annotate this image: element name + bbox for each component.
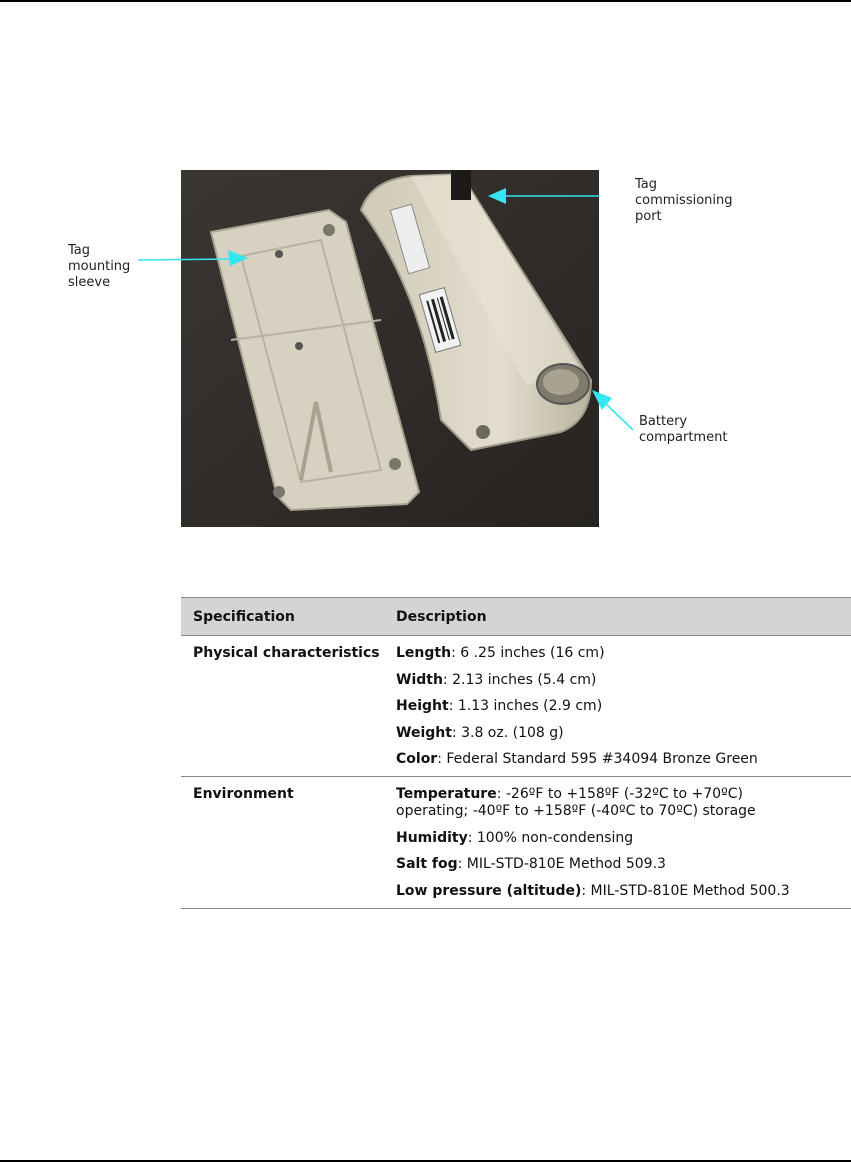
spec-item: Width: 2.13 inches (5.4 cm) <box>396 671 597 688</box>
spec-item: Temperature: -26ºF to +158ºF (-32ºC to +70ºC) operating; -40ºF to +158ºF (-40ºC to 70ºC) storage <box>396 786 756 819</box>
row-name: Environment <box>193 786 294 802</box>
spec-item: Salt fog: MIL-STD-810E Method 509.3 <box>396 856 666 872</box>
spec-item: Height: 1.13 inches (2.9 cm) <box>396 698 603 714</box>
header-specification: Specification <box>193 608 295 625</box>
header-description: Description <box>396 608 487 625</box>
table-row <box>181 777 851 909</box>
tag-photo <box>181 170 599 527</box>
callout-mounting-sleeve: Tag mounting sleeve <box>68 243 131 290</box>
callout-battery-compartment: Battery compartment <box>639 414 728 445</box>
top-rule <box>0 0 851 2</box>
table-row <box>181 636 851 777</box>
row-name: Physical characteristics <box>193 645 380 661</box>
callout-commissioning-port: Tag commissioning port <box>635 177 733 224</box>
table-header <box>181 597 851 636</box>
spec-item: Color: Federal Standard 595 #34094 Bronze Green <box>396 751 758 767</box>
spec-item: Length: 6 .25 inches (16 cm) <box>396 645 605 661</box>
spec-table <box>181 597 851 909</box>
arrow-battery <box>602 400 633 430</box>
spec-item: Low pressure (altitude): MIL-STD-810E Method 500.3 <box>396 882 790 899</box>
spec-item: Weight: 3.8 oz. (108 g) <box>396 724 564 741</box>
tag-illustration <box>181 170 599 527</box>
spec-item: Humidity: 100% non-condensing <box>396 829 634 846</box>
